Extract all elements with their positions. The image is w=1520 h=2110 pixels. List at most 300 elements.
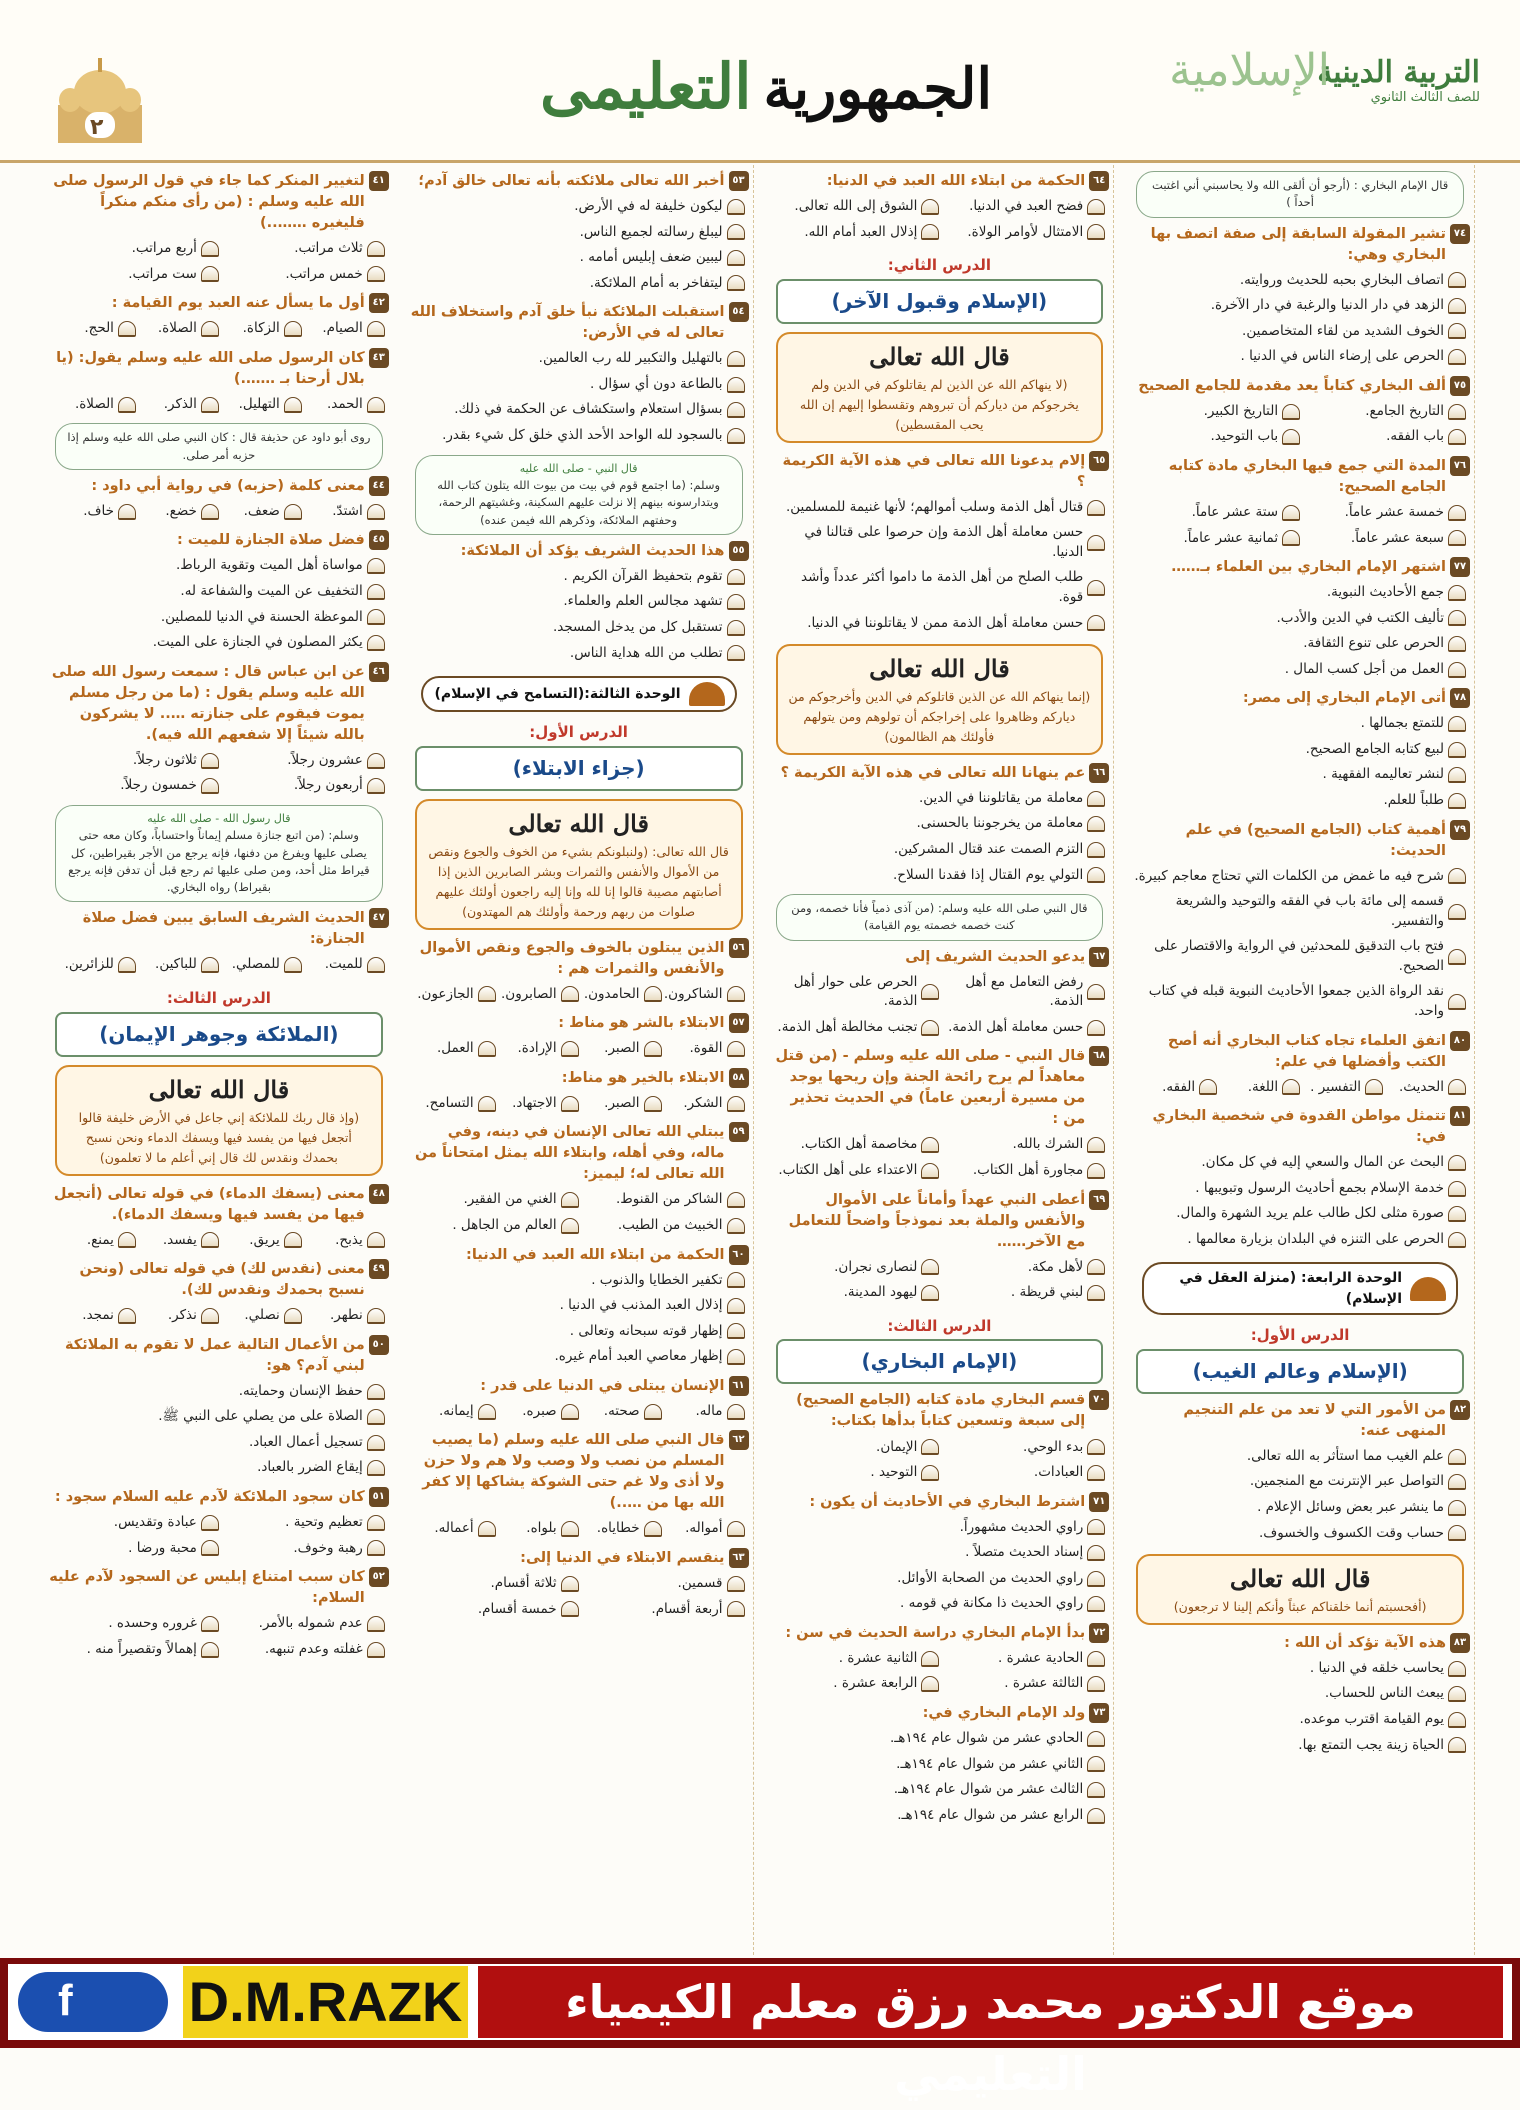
bell-choice-icon[interactable] [1448, 1737, 1466, 1753]
bell-choice-icon[interactable] [118, 1232, 136, 1248]
answer-option[interactable] [1134, 934, 1466, 979]
answer-option[interactable] [1134, 788, 1466, 814]
answer-option[interactable] [53, 630, 385, 656]
answer-option[interactable] [939, 1671, 1105, 1697]
answer-option[interactable] [1134, 526, 1300, 552]
bell-choice-icon[interactable] [1448, 1474, 1466, 1490]
bell-choice-icon[interactable] [201, 957, 219, 973]
bell-choice-icon[interactable] [727, 1298, 745, 1314]
bell-choice-icon[interactable] [1448, 298, 1466, 314]
bell-choice-icon[interactable] [727, 1218, 745, 1234]
bell-choice-icon[interactable] [118, 504, 136, 520]
bell-choice-icon[interactable] [1448, 1661, 1466, 1677]
bell-choice-icon[interactable] [1087, 1285, 1105, 1301]
bell-choice-icon[interactable] [201, 504, 219, 520]
answer-option[interactable] [413, 1399, 496, 1425]
bell-choice-icon[interactable] [367, 1515, 385, 1531]
bell-choice-icon[interactable] [367, 321, 385, 337]
bell-choice-icon[interactable] [727, 428, 745, 444]
answer-option[interactable] [219, 1303, 302, 1329]
bell-choice-icon[interactable] [478, 986, 496, 1002]
answer-option[interactable] [1134, 737, 1466, 763]
bell-choice-icon[interactable] [727, 1041, 745, 1057]
bell-choice-icon[interactable] [1448, 349, 1466, 365]
answer-option[interactable] [579, 1187, 745, 1213]
bell-choice-icon[interactable] [367, 584, 385, 600]
answer-option[interactable] [53, 1455, 385, 1481]
answer-option[interactable] [53, 952, 136, 978]
bell-choice-icon[interactable] [1087, 1756, 1105, 1772]
answer-option[interactable] [774, 1435, 940, 1461]
bell-choice-icon[interactable] [1448, 1712, 1466, 1728]
bell-choice-icon[interactable] [1448, 530, 1466, 546]
answer-option[interactable] [774, 220, 940, 246]
answer-option[interactable] [413, 1319, 745, 1345]
bell-choice-icon[interactable] [921, 224, 939, 240]
answer-option[interactable] [302, 392, 385, 418]
bell-choice-icon[interactable] [1087, 1651, 1105, 1667]
answer-option[interactable] [939, 970, 1105, 1015]
bell-choice-icon[interactable] [1087, 1731, 1105, 1747]
bell-choice-icon[interactable] [1448, 1206, 1466, 1222]
bell-choice-icon[interactable] [727, 377, 745, 393]
answer-option[interactable] [1134, 657, 1466, 683]
bell-choice-icon[interactable] [727, 224, 745, 240]
bell-choice-icon[interactable] [1448, 429, 1466, 445]
bell-choice-icon[interactable] [1448, 742, 1466, 758]
answer-option[interactable] [1134, 1469, 1466, 1495]
answer-option[interactable] [579, 982, 662, 1008]
answer-option[interactable] [1134, 500, 1300, 526]
answer-option[interactable] [302, 1303, 385, 1329]
bell-choice-icon[interactable] [367, 1616, 385, 1632]
answer-option[interactable] [1134, 1521, 1466, 1547]
bell-choice-icon[interactable] [367, 1435, 385, 1451]
bell-choice-icon[interactable] [1087, 1571, 1105, 1587]
answer-option[interactable] [219, 1228, 302, 1254]
bell-choice-icon[interactable] [727, 594, 745, 610]
bell-choice-icon[interactable] [367, 753, 385, 769]
answer-option[interactable] [219, 1611, 385, 1637]
bell-choice-icon[interactable] [1087, 1676, 1105, 1692]
answer-option[interactable] [1134, 1075, 1217, 1101]
bell-choice-icon[interactable] [1087, 1596, 1105, 1612]
bell-choice-icon[interactable] [921, 1020, 939, 1036]
bell-choice-icon[interactable] [284, 504, 302, 520]
bell-choice-icon[interactable] [1448, 868, 1466, 884]
answer-option[interactable] [774, 1132, 940, 1158]
answer-option[interactable] [1134, 606, 1466, 632]
answer-option[interactable] [496, 1399, 579, 1425]
bell-choice-icon[interactable] [1448, 636, 1466, 652]
answer-option[interactable] [413, 1268, 745, 1294]
bell-choice-icon[interactable] [1448, 1181, 1466, 1197]
answer-option[interactable] [219, 236, 385, 262]
answer-option[interactable] [939, 1015, 1105, 1041]
answer-option[interactable] [1300, 526, 1466, 552]
answer-option[interactable] [136, 499, 219, 525]
bell-choice-icon[interactable] [727, 645, 745, 661]
bell-choice-icon[interactable] [367, 1460, 385, 1476]
bell-choice-icon[interactable] [478, 1521, 496, 1537]
answer-option[interactable] [496, 982, 579, 1008]
bell-choice-icon[interactable] [1087, 1163, 1105, 1179]
bell-choice-icon[interactable] [1448, 662, 1466, 678]
answer-option[interactable] [413, 982, 496, 1008]
answer-option[interactable] [1134, 979, 1466, 1024]
answer-option[interactable] [1134, 1707, 1466, 1733]
bell-choice-icon[interactable] [921, 1465, 939, 1481]
answer-option[interactable] [662, 1036, 745, 1062]
bell-choice-icon[interactable] [1448, 505, 1466, 521]
bell-choice-icon[interactable] [1448, 1500, 1466, 1516]
answer-option[interactable] [53, 1228, 136, 1254]
bell-choice-icon[interactable] [201, 397, 219, 413]
answer-option[interactable] [662, 1091, 745, 1117]
bell-choice-icon[interactable] [727, 1323, 745, 1339]
answer-option[interactable] [219, 1510, 385, 1536]
bell-choice-icon[interactable] [727, 1272, 745, 1288]
answer-option[interactable] [413, 589, 745, 615]
bell-choice-icon[interactable] [1282, 429, 1300, 445]
answer-option[interactable] [413, 1516, 496, 1542]
bell-choice-icon[interactable] [1448, 716, 1466, 732]
answer-option[interactable] [939, 194, 1105, 220]
answer-option[interactable] [774, 1515, 1106, 1541]
answer-option[interactable] [1134, 1444, 1466, 1470]
bell-choice-icon[interactable] [478, 1404, 496, 1420]
answer-option[interactable] [53, 499, 136, 525]
bell-choice-icon[interactable] [1087, 1545, 1105, 1561]
bell-choice-icon[interactable] [284, 1308, 302, 1324]
answer-option[interactable] [53, 1637, 219, 1663]
bell-choice-icon[interactable] [201, 1540, 219, 1556]
answer-option[interactable] [774, 1460, 940, 1486]
answer-option[interactable] [53, 316, 136, 342]
answer-option[interactable] [774, 1566, 1106, 1592]
answer-option[interactable] [53, 553, 385, 579]
bell-choice-icon[interactable] [1448, 767, 1466, 783]
bell-choice-icon[interactable] [478, 1041, 496, 1057]
bell-choice-icon[interactable] [1448, 272, 1466, 288]
bell-choice-icon[interactable] [478, 1096, 496, 1112]
bell-choice-icon[interactable] [644, 1404, 662, 1420]
bell-choice-icon[interactable] [201, 753, 219, 769]
answer-option[interactable] [774, 1591, 1106, 1617]
bell-choice-icon[interactable] [201, 1232, 219, 1248]
answer-option[interactable] [413, 1036, 496, 1062]
answer-option[interactable] [579, 1571, 745, 1597]
bell-choice-icon[interactable] [727, 986, 745, 1002]
bell-choice-icon[interactable] [367, 1232, 385, 1248]
answer-option[interactable] [302, 952, 385, 978]
answer-option[interactable] [413, 564, 745, 590]
bell-choice-icon[interactable] [727, 199, 745, 215]
bell-choice-icon[interactable] [367, 1409, 385, 1425]
bell-choice-icon[interactable] [367, 1308, 385, 1324]
bell-choice-icon[interactable] [561, 1521, 579, 1537]
answer-option[interactable] [1134, 1656, 1466, 1682]
answer-option[interactable] [1134, 1150, 1466, 1176]
answer-option[interactable] [1300, 399, 1466, 425]
answer-option[interactable] [774, 970, 940, 1015]
bell-choice-icon[interactable] [284, 957, 302, 973]
bell-choice-icon[interactable] [201, 241, 219, 257]
bell-choice-icon[interactable] [284, 321, 302, 337]
answer-option[interactable] [939, 1435, 1105, 1461]
answer-option[interactable] [53, 579, 385, 605]
bell-choice-icon[interactable] [921, 1137, 939, 1153]
answer-option[interactable] [302, 499, 385, 525]
answer-option[interactable] [53, 605, 385, 631]
answer-option[interactable] [774, 1777, 1106, 1803]
answer-option[interactable] [1134, 399, 1300, 425]
answer-option[interactable] [579, 1516, 662, 1542]
bell-choice-icon[interactable] [201, 1515, 219, 1531]
answer-option[interactable] [219, 392, 302, 418]
bell-choice-icon[interactable] [1448, 1686, 1466, 1702]
bell-choice-icon[interactable] [1087, 1519, 1105, 1535]
bell-choice-icon[interactable] [561, 1404, 579, 1420]
bell-choice-icon[interactable] [1087, 984, 1105, 1000]
answer-option[interactable] [413, 1091, 496, 1117]
bell-choice-icon[interactable] [727, 1576, 745, 1592]
answer-option[interactable] [53, 1510, 219, 1536]
bell-choice-icon[interactable] [1282, 404, 1300, 420]
bell-choice-icon[interactable] [1087, 1137, 1105, 1153]
bell-choice-icon[interactable] [118, 957, 136, 973]
bell-choice-icon[interactable] [1448, 610, 1466, 626]
answer-option[interactable] [1134, 1227, 1466, 1253]
bell-choice-icon[interactable] [1448, 1079, 1466, 1095]
bell-choice-icon[interactable] [921, 1439, 939, 1455]
answer-option[interactable] [413, 1213, 579, 1239]
bell-choice-icon[interactable] [644, 986, 662, 1002]
answer-option[interactable] [939, 1132, 1105, 1158]
bell-choice-icon[interactable] [201, 1642, 219, 1658]
bell-choice-icon[interactable] [727, 620, 745, 636]
answer-option[interactable] [53, 392, 136, 418]
answer-option[interactable] [302, 316, 385, 342]
bell-choice-icon[interactable] [118, 397, 136, 413]
answer-option[interactable] [1134, 711, 1466, 737]
bell-choice-icon[interactable] [1087, 1439, 1105, 1455]
bell-choice-icon[interactable] [1087, 199, 1105, 215]
answer-option[interactable] [1300, 1075, 1383, 1101]
answer-option[interactable] [774, 1540, 1106, 1566]
bell-choice-icon[interactable] [1282, 530, 1300, 546]
answer-option[interactable] [413, 1571, 579, 1597]
bell-choice-icon[interactable] [1087, 535, 1105, 551]
answer-option[interactable] [1134, 580, 1466, 606]
answer-option[interactable] [939, 1280, 1105, 1306]
answer-option[interactable] [53, 1536, 219, 1562]
bell-choice-icon[interactable] [1448, 994, 1466, 1010]
answer-option[interactable] [413, 1293, 745, 1319]
answer-option[interactable] [413, 397, 745, 423]
answer-option[interactable] [579, 1091, 662, 1117]
answer-option[interactable] [136, 316, 219, 342]
answer-option[interactable] [774, 1646, 940, 1672]
answer-option[interactable] [1134, 319, 1466, 345]
bell-choice-icon[interactable] [201, 266, 219, 282]
answer-option[interactable] [1134, 424, 1300, 450]
answer-option[interactable] [1383, 1075, 1466, 1101]
bell-choice-icon[interactable] [1282, 505, 1300, 521]
answer-option[interactable] [939, 1255, 1105, 1281]
bell-choice-icon[interactable] [561, 1601, 579, 1617]
bell-choice-icon[interactable] [367, 778, 385, 794]
answer-option[interactable] [496, 1516, 579, 1542]
answer-option[interactable] [53, 1404, 385, 1430]
bell-choice-icon[interactable] [1087, 1782, 1105, 1798]
answer-option[interactable] [1134, 293, 1466, 319]
answer-option[interactable] [774, 495, 1106, 521]
answer-option[interactable] [136, 392, 219, 418]
answer-option[interactable] [413, 271, 745, 297]
answer-option[interactable] [774, 1752, 1106, 1778]
bell-choice-icon[interactable] [1087, 867, 1105, 883]
bell-choice-icon[interactable] [367, 1384, 385, 1400]
answer-option[interactable] [53, 1430, 385, 1456]
bell-choice-icon[interactable] [367, 397, 385, 413]
answer-option[interactable] [1134, 1176, 1466, 1202]
answer-option[interactable] [219, 316, 302, 342]
bell-choice-icon[interactable] [561, 986, 579, 1002]
answer-option[interactable] [302, 1228, 385, 1254]
bell-choice-icon[interactable] [727, 1349, 745, 1365]
bell-choice-icon[interactable] [367, 1642, 385, 1658]
answer-option[interactable] [413, 372, 745, 398]
answer-option[interactable] [662, 982, 745, 1008]
bell-choice-icon[interactable] [1448, 1525, 1466, 1541]
bell-choice-icon[interactable] [727, 1192, 745, 1208]
bell-choice-icon[interactable] [1087, 842, 1105, 858]
bell-choice-icon[interactable] [284, 397, 302, 413]
answer-option[interactable] [413, 615, 745, 641]
answer-option[interactable] [496, 1036, 579, 1062]
answer-option[interactable] [774, 837, 1106, 863]
answer-option[interactable] [136, 952, 219, 978]
bell-choice-icon[interactable] [1087, 791, 1105, 807]
bell-choice-icon[interactable] [1448, 1232, 1466, 1248]
bell-choice-icon[interactable] [367, 241, 385, 257]
answer-option[interactable] [939, 1158, 1105, 1184]
answer-option[interactable] [774, 611, 1106, 637]
answer-option[interactable] [1300, 500, 1466, 526]
bell-choice-icon[interactable] [1448, 904, 1466, 920]
answer-option[interactable] [1134, 631, 1466, 657]
answer-option[interactable] [579, 1597, 745, 1623]
bell-choice-icon[interactable] [561, 1576, 579, 1592]
bell-choice-icon[interactable] [1448, 585, 1466, 601]
bell-choice-icon[interactable] [367, 635, 385, 651]
bell-choice-icon[interactable] [921, 199, 939, 215]
answer-option[interactable] [1134, 344, 1466, 370]
answer-option[interactable] [579, 1213, 745, 1239]
bell-choice-icon[interactable] [1448, 949, 1466, 965]
bell-choice-icon[interactable] [727, 402, 745, 418]
answer-option[interactable] [774, 1726, 1106, 1752]
bell-choice-icon[interactable] [367, 957, 385, 973]
answer-option[interactable] [219, 1637, 385, 1663]
answer-option[interactable] [53, 236, 219, 262]
answer-option[interactable] [774, 1671, 940, 1697]
answer-option[interactable] [219, 499, 302, 525]
bell-choice-icon[interactable] [921, 984, 939, 1000]
bell-choice-icon[interactable] [921, 1259, 939, 1275]
answer-option[interactable] [774, 863, 1106, 889]
bell-choice-icon[interactable] [201, 778, 219, 794]
answer-option[interactable] [1134, 268, 1466, 294]
bell-choice-icon[interactable] [727, 250, 745, 266]
facebook-icon[interactable] [18, 1972, 168, 2032]
answer-option[interactable] [413, 194, 745, 220]
bell-choice-icon[interactable] [1448, 1155, 1466, 1171]
bell-choice-icon[interactable] [1087, 816, 1105, 832]
bell-choice-icon[interactable] [1448, 793, 1466, 809]
answer-option[interactable] [413, 245, 745, 271]
bell-choice-icon[interactable] [1282, 1079, 1300, 1095]
answer-option[interactable] [413, 1344, 745, 1370]
answer-option[interactable] [774, 811, 1106, 837]
answer-option[interactable] [1134, 864, 1466, 890]
bell-choice-icon[interactable] [367, 609, 385, 625]
answer-option[interactable] [1134, 1733, 1466, 1759]
answer-option[interactable] [136, 1303, 219, 1329]
answer-option[interactable] [939, 1646, 1105, 1672]
answer-option[interactable] [219, 262, 385, 288]
answer-option[interactable] [662, 1399, 745, 1425]
bell-choice-icon[interactable] [118, 1308, 136, 1324]
bell-choice-icon[interactable] [367, 266, 385, 282]
bell-choice-icon[interactable] [644, 1041, 662, 1057]
bell-choice-icon[interactable] [367, 504, 385, 520]
answer-option[interactable] [662, 1516, 745, 1542]
bell-choice-icon[interactable] [367, 558, 385, 574]
answer-option[interactable] [136, 1228, 219, 1254]
answer-option[interactable] [53, 773, 219, 799]
answer-option[interactable] [53, 748, 219, 774]
bell-choice-icon[interactable] [201, 1308, 219, 1324]
bell-choice-icon[interactable] [1087, 615, 1105, 631]
answer-option[interactable] [1134, 889, 1466, 934]
bell-choice-icon[interactable] [644, 1096, 662, 1112]
answer-option[interactable] [774, 520, 1106, 565]
answer-option[interactable] [219, 748, 385, 774]
answer-option[interactable] [413, 220, 745, 246]
bell-choice-icon[interactable] [1087, 500, 1105, 516]
bell-choice-icon[interactable] [727, 569, 745, 585]
answer-option[interactable] [1300, 424, 1466, 450]
bell-choice-icon[interactable] [1448, 1449, 1466, 1465]
answer-option[interactable] [413, 1187, 579, 1213]
bell-choice-icon[interactable] [1365, 1079, 1383, 1095]
bell-choice-icon[interactable] [727, 1096, 745, 1112]
bell-choice-icon[interactable] [118, 321, 136, 337]
answer-option[interactable] [579, 1036, 662, 1062]
bell-choice-icon[interactable] [201, 1616, 219, 1632]
answer-option[interactable] [53, 1303, 136, 1329]
answer-option[interactable] [774, 1255, 940, 1281]
bell-choice-icon[interactable] [921, 1651, 939, 1667]
bell-choice-icon[interactable] [561, 1192, 579, 1208]
bell-choice-icon[interactable] [1448, 323, 1466, 339]
bell-choice-icon[interactable] [1199, 1079, 1217, 1095]
bell-choice-icon[interactable] [727, 1601, 745, 1617]
answer-option[interactable] [579, 1399, 662, 1425]
answer-option[interactable] [1134, 762, 1466, 788]
